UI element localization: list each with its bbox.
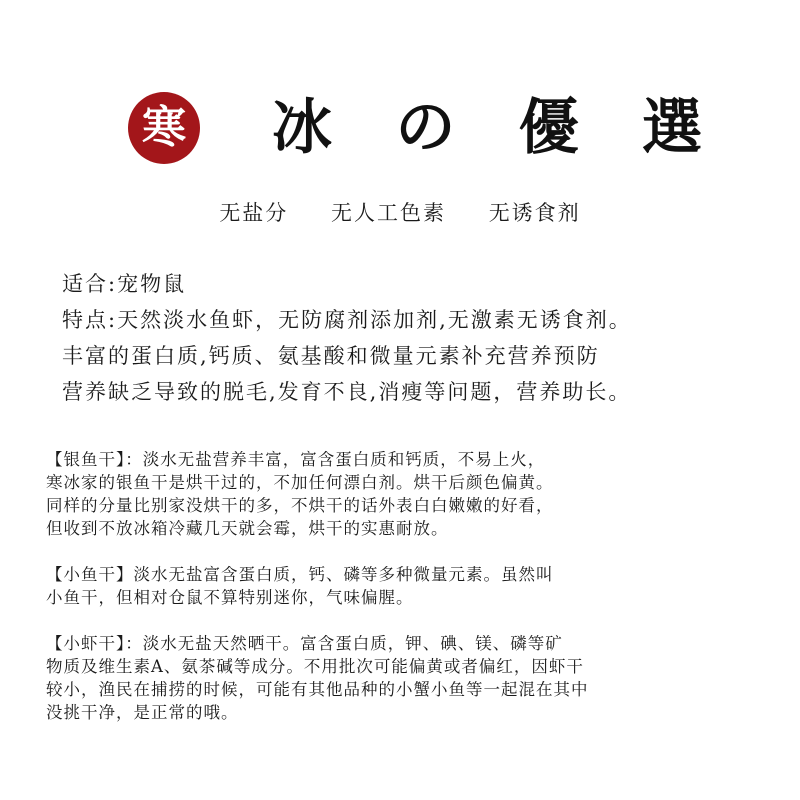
section-small-fish	[46, 563, 786, 609]
intro-line: 适合:宠物鼠	[62, 272, 187, 296]
section-small-shrimp	[46, 632, 786, 724]
tagline	[0, 198, 800, 228]
intro-line: 营养缺乏导致的脱毛,发育不良,消瘦等问题，营养助长。	[62, 380, 632, 404]
header	[128, 88, 200, 168]
section-line: 较小，渔民在捕捞的时候，可能有其他品种的小蟹小鱼等一起混在其中	[46, 680, 589, 699]
section-line: 【银鱼干】：淡水无盐营养丰富，富含蛋白质和钙质，不易上火，	[46, 450, 546, 469]
product-intro	[62, 266, 782, 410]
section-line: 没挑干净，是正常的哦。	[46, 703, 239, 722]
section-line: 小鱼干，但相对仓鼠不算特别迷你，气味偏腥。	[46, 588, 414, 607]
brand-char: の	[395, 93, 456, 163]
intro-line: 特点:天然淡水鱼虾，无防腐剂添加剂,无激素无诱食剂。	[62, 308, 632, 332]
section-line: 【小虾干】：淡水无盐天然晒干。富含蛋白质，钾、碘、镁、磷等矿	[46, 634, 563, 653]
brand-title	[272, 92, 702, 164]
section-line: 但收到不放冰箱冷藏几天就会霉，烘干的实惠耐放。	[46, 519, 449, 538]
brand-char: 優	[518, 93, 579, 163]
tagline-item: 无盐分	[219, 201, 289, 225]
section-line: 同样的分量比别家没烘干的多，不烘干的话外表白白嫩嫩的好看，	[46, 496, 554, 515]
product-sections	[46, 448, 786, 747]
tagline-item: 无诱食剂	[488, 201, 581, 225]
section-line: 物质及维生素A、氨茶碱等成分。不用批次可能偏黄或者偏红，因虾干	[46, 657, 584, 676]
seal-char: 寒	[142, 102, 186, 153]
brand-char: 冰	[272, 93, 332, 163]
intro-line: 丰富的蛋白质,钙质、氨基酸和微量元素补充营养预防	[62, 344, 600, 368]
section-line: 寒冰家的银鱼干是烘干过的，不加任何漂白剂。烘干后颜色偏黄。	[46, 473, 554, 492]
brand-char: 選	[641, 93, 702, 163]
brand-seal	[128, 92, 200, 164]
section-line: 【小鱼干】淡水无盐富含蛋白质，钙、磷等多种微量元素。虽然叫	[46, 565, 554, 584]
section-silverfish	[46, 448, 786, 540]
tagline-item: 无人工色素	[331, 201, 446, 225]
